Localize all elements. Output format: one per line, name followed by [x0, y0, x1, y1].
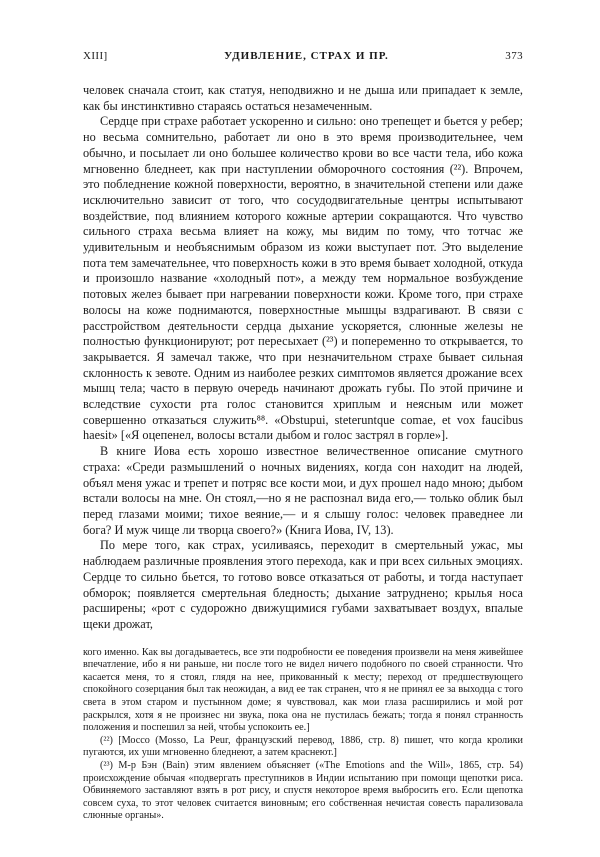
main-text	[83, 83, 523, 633]
footnotes	[83, 647, 523, 823]
running-title: УДИВЛЕНИЕ, СТРАХ И ПР.	[224, 50, 389, 62]
chapter-number: XIII]	[83, 50, 108, 62]
page-number: 373	[505, 50, 523, 62]
footnote: кого именно. Как вы догадываетесь, все эти подробности ее поведения произвели на меня живейшее впечатление, ибо я ни раньше, ни после того не видел ничего подобного по своей странности. Что касается меня, то я стоял, глядя на нее, прикованный к месту; переход от предшествующего спокойного созерцания был так неожидан, а вид ее так странен, что я не принял ее за выходца с того света в этом старом и пустынном доме; я чувствовал, как мои глаза расширились и мой рот раскрылся, хотя я не произнес ни звука, пока она не пустилась бежать; тогда я понял странность положения и поспешил за ней, чтобы успокоить ее.]	[83, 646, 523, 734]
footnote: (²²) [Моссо (Mosso, La Peur, французский перевод, 1886, стр. 8) пишет, что когда кролики пугаются, их уши мгновенно бледнеют, а затем краснеют.]	[83, 734, 523, 759]
paragraph: Сердце при страхе работает ускоренно и сильно: оно трепещет и бьется у ребер; но весьма сомнительно, работает ли оно в это время производительнее, чем обычно, и посылает ли оно большее количество крови во все части тела, ибо кожа мгновенно бледнеет, как при наступлении обморочного состояния (²²). Впрочем, это побледнение кожной поверхности, вероятно, в значительной степени или даже исключительно зависит от того, что сосудодвигательные центры испытывают воздействие, под влиянием которого кожные артерии сокращаются. Что чувство сильного страха весьма влияет на кожу, мы видим по тому, что тотчас же удивительным и необъяснимым образом из кожи выступает пот. Это выделение пота тем замечательнее, что поверхность кожи в это время бывает холодной, откуда и произошло название «холодный пот», а между тем нормальное возбуждение потовых желез бывает при нагревании поверхности кожи. Кроме того, при страхе волосы на коже поднимаются, поверхностные мышцы вздрагивают. В связи с расстройством деятельности сердца дыхание ускоряется, слюнные железы не полностью функционируют; рот пересыхает (²³) и попеременно то открывается, то закрывается. Я замечал также, что при незначительном страхе бывает сильная склонность к зевоте. Одним из наиболее резких симптомов является дрожание всех мышц тела; часто в первую очередь начинают дрожать губы. По этой причине и вследствие сухости рта голос становится хриплым и неясным или может совершенно отказаться служить⁸⁸. «Obstupui, steteruntque comae, et vox faucibus haesit» [«Я оцепенел, волосы встали дыбом и голос застрял в горле»].	[83, 114, 523, 443]
footnote: (²³) М-р Бэн (Bain) этим явлением объясняет («The Emotions and the Will», 1865, стр. 54) происхождение обычая «подвергать преступников в Индии испытанию при помощи щепотки риса. Обвиняемого заставляют взять в рот рису, и спустя некоторое время выбросить его. Если щепотка совсем суха, то этот человек считается виновным; его собственная нечистая совесть парализовала слюнные органы».	[83, 759, 523, 822]
running-header	[83, 50, 523, 68]
paragraph: В книге Иова есть хорошо известное величественное описание смутного страха: «Среди размышлений о ночных видениях, когда сон находит на людей, объял меня ужас и трепет и потряс все кости мои, и дух прошел надо мною; дыбом встали волосы на мне. Он стоял,—но я не распознал вида его,— только облик был перед глазами моими; тихое веяние,— и я слышу голос: человек праведнее ли бога? И муж чище ли творца своего?» (Книга Иова, IV, 13).	[83, 444, 523, 537]
book-page	[83, 50, 523, 823]
paragraph: человек сначала стоит, как статуя, неподвижно и не дыша или припадает к земле, как бы инстинктивно стараясь остаться незамеченным.	[83, 83, 523, 113]
paragraph: По мере того, как страх, усиливаясь, переходит в смертельный ужас, мы наблюдаем различные проявления этого перехода, как и при всех сильных эмоциях. Сердце то сильно бьется, то готово вовсе отказаться от работы, и тогда наступает обморок; появляется смертельная бледность; дыхание затруднено; крылья носа расширены; «рот с судорожно движущимися губами захватывает воздух, впалые щеки дрожат,	[83, 538, 523, 631]
